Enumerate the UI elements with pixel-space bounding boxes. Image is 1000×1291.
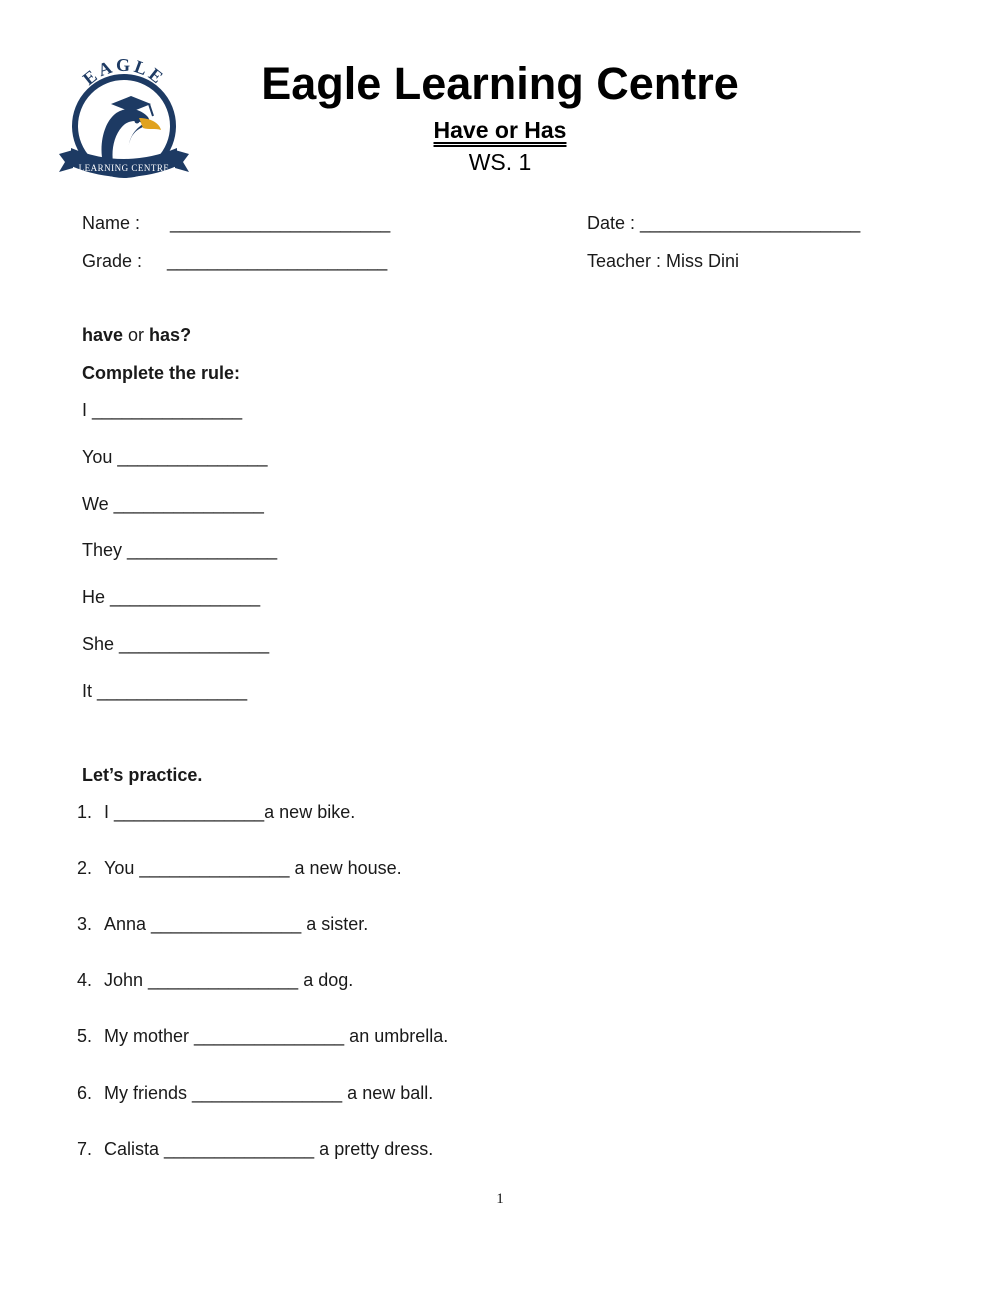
- practice-item-1[interactable]: 1. I _______________a new bike.: [76, 802, 356, 822]
- practice-heading: Let’s practice.: [82, 765, 203, 785]
- rule-item-he[interactable]: He _______________: [82, 587, 261, 607]
- section-question: have or has?: [82, 325, 192, 345]
- page-title: Eagle Learning Centre: [261, 58, 739, 109]
- practice-item-3[interactable]: 3. Anna _______________ a sister.: [76, 914, 369, 934]
- practice-item-5[interactable]: 5. My mother _______________ an umbrella.: [76, 1026, 449, 1046]
- worksheet-number: WS. 1: [468, 149, 532, 175]
- practice-item-4[interactable]: 4. John _______________ a dog.: [76, 970, 354, 990]
- page-number: 1: [496, 1191, 504, 1207]
- rule-heading: Complete the rule:: [82, 363, 241, 383]
- rule-item-it[interactable]: It _______________: [82, 681, 248, 701]
- date-field[interactable]: Date : ______________________: [587, 213, 861, 233]
- logo-arc-text: EAGLE: [78, 58, 170, 90]
- grade-field[interactable]: Grade : ______________________: [82, 251, 388, 271]
- rule-item-i[interactable]: I _______________: [82, 400, 243, 420]
- teacher-label: Teacher : Miss Dini: [587, 251, 740, 271]
- name-field[interactable]: Name : ______________________: [82, 213, 391, 233]
- rule-item-she[interactable]: She _______________: [82, 634, 270, 654]
- practice-item-7[interactable]: 7. Calista _______________ a pretty dress.: [76, 1139, 434, 1159]
- rule-item-they[interactable]: They _______________: [82, 540, 278, 560]
- rule-item-you[interactable]: You _______________: [82, 447, 268, 467]
- practice-item-6[interactable]: 6. My friends _______________ a new ball.: [76, 1083, 434, 1103]
- rule-item-we[interactable]: We _______________: [82, 494, 264, 514]
- practice-item-2[interactable]: 2. You _______________ a new house.: [76, 858, 402, 878]
- worksheet-subtitle: Have or Has: [433, 117, 567, 143]
- logo-banner-text: LEARNING CENTRE: [78, 163, 170, 173]
